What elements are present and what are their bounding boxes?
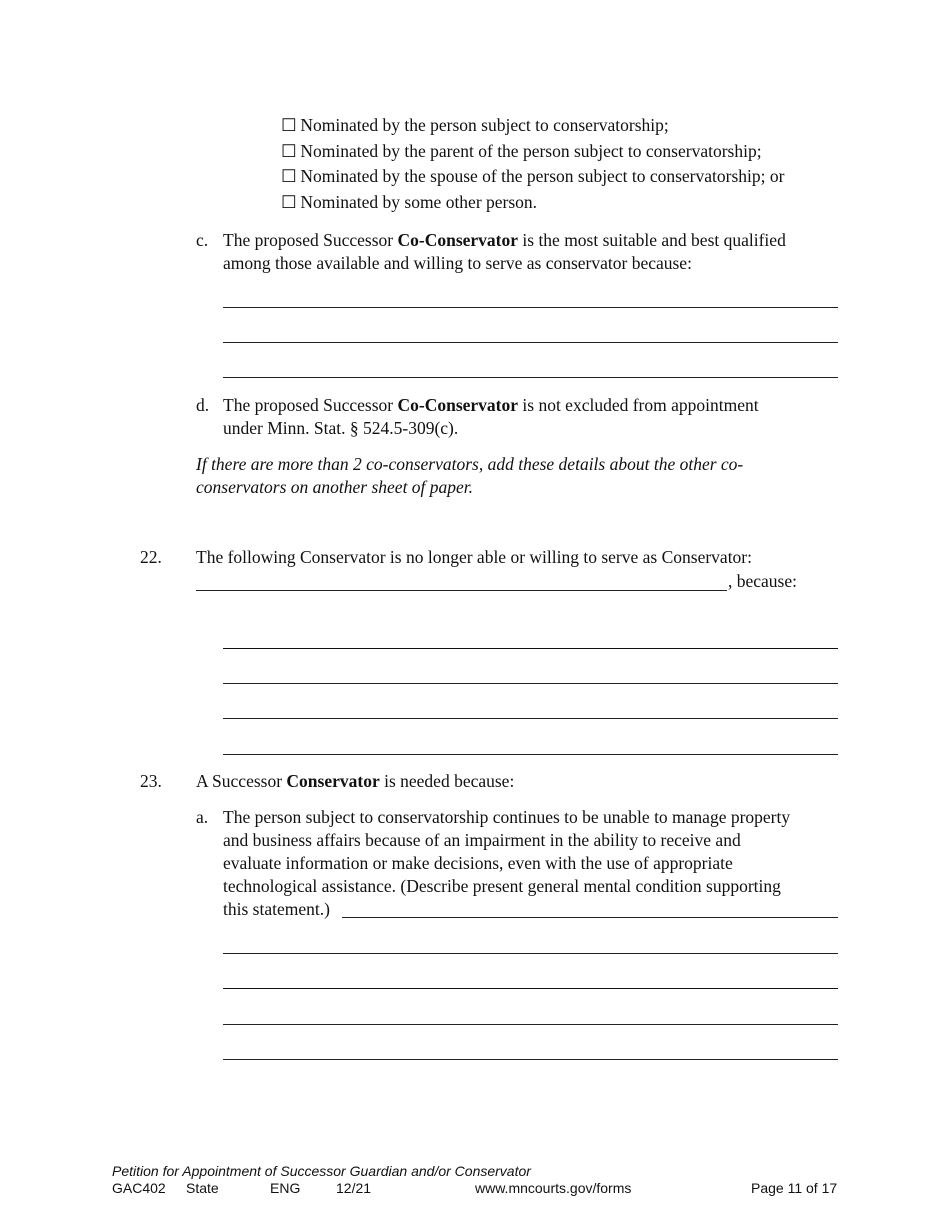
co-conservator-note-line2: conservators on another sheet of paper. [196, 477, 474, 497]
item-22-answer-line-4[interactable] [223, 754, 838, 755]
item-23a-line-3: evaluate information or make decisions, even with the use of appropriate [223, 853, 733, 873]
item-23a-line-1: The person subject to conservatorship continues to be unable to manage property [223, 807, 791, 827]
checkbox-icon[interactable]: ☐ [281, 192, 297, 212]
item-22-answer-line-1[interactable] [223, 648, 838, 649]
item-22-answer-line-3[interactable] [223, 718, 838, 719]
item-22-number: 22. [140, 547, 162, 567]
footer-form-title: Petition for Appointment of Successor Guardian and/or Conservator [112, 1163, 531, 1179]
item-23a-answer-line-1[interactable] [223, 953, 838, 954]
footer-form-code: GAC402 [112, 1180, 166, 1196]
item-23-number: 23. [140, 771, 162, 791]
item-c-answer-line-3[interactable] [223, 377, 838, 378]
checkbox-icon[interactable]: ☐ [281, 115, 297, 135]
item-c-answer-line-2[interactable] [223, 342, 838, 343]
nomination-option-4[interactable] [281, 191, 537, 214]
item-23a-line-2: and business affairs because of an impairment in the ability to receive and [223, 830, 741, 850]
conservator-name-line[interactable] [196, 590, 727, 591]
footer-state: State [186, 1180, 219, 1196]
nomination-option-3[interactable] [281, 165, 784, 188]
nomination-label: Nominated by the parent of the person subject to conservatorship; [300, 141, 762, 161]
footer-language: ENG [270, 1180, 301, 1196]
item-23a-marker: a. [196, 807, 209, 827]
checkbox-icon[interactable]: ☐ [281, 166, 297, 186]
nomination-option-1[interactable] [281, 114, 669, 137]
item-23a-answer-line-3[interactable] [223, 1024, 838, 1025]
item-c-text-line2: among those available and willing to serve as conservator because: [223, 253, 692, 273]
nomination-label: Nominated by the spouse of the person subject to conservatorship; or [300, 166, 785, 186]
nomination-label: Nominated by some other person. [300, 192, 538, 212]
checkbox-icon[interactable]: ☐ [281, 141, 297, 161]
item-22-because: , because: [728, 571, 797, 591]
item-23a-answer-line-inline[interactable] [342, 917, 838, 918]
item-c-text: The proposed Successor Co-Conservator is the most suitable and best qualified [223, 230, 786, 250]
item-23a-line-4: technological assistance. (Describe present general mental condition supporting [223, 876, 781, 896]
item-23a-line-5: this statement.) [223, 899, 330, 919]
item-23a-answer-line-4[interactable] [223, 1059, 838, 1060]
item-c-marker: c. [196, 230, 209, 250]
footer-page-number: Page 11 of 17 [751, 1180, 838, 1196]
nomination-label: Nominated by the person subject to conservatorship; [300, 115, 669, 135]
footer-date: 12/21 [336, 1180, 372, 1196]
item-d-text: The proposed Successor Co-Conservator is not excluded from appointment [223, 395, 759, 415]
item-d-text-line2: under Minn. Stat. § 524.5-309(c). [223, 418, 459, 438]
item-d-marker: d. [196, 395, 210, 415]
item-c-answer-line-1[interactable] [223, 307, 838, 308]
item-23a-answer-line-2[interactable] [223, 988, 838, 989]
nomination-option-2[interactable] [281, 140, 762, 163]
footer-url[interactable]: www.mncourts.gov/forms [475, 1180, 632, 1196]
item-22-answer-line-2[interactable] [223, 683, 838, 684]
item-22-text: The following Conservator is no longer able or willing to serve as Conservator: [196, 547, 752, 567]
co-conservator-note: If there are more than 2 co-conservators, add these details about the other co- [196, 454, 744, 474]
item-23-text: A Successor Conservator is needed because: [196, 771, 515, 791]
